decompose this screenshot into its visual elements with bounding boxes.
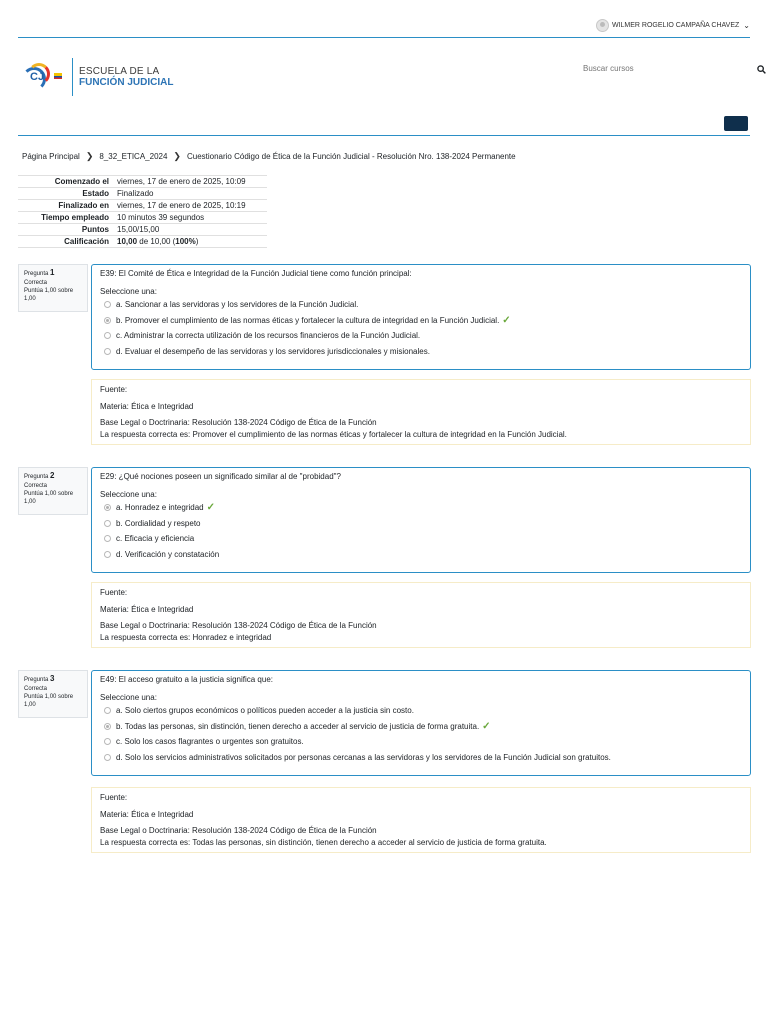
top-navbar <box>18 0 750 38</box>
radio-button[interactable] <box>104 551 111 558</box>
chevron-right-icon: ❯ <box>173 151 181 161</box>
question-grade: Puntúa 1,00 sobre 1,00 <box>24 693 74 708</box>
site-header <box>18 38 750 136</box>
menu-button[interactable] <box>724 116 748 131</box>
question-grade: Puntúa 1,00 sobre 1,00 <box>24 490 74 505</box>
answer-option: c. Solo los casos flagrantes o urgentes son gratuitos. <box>100 734 742 750</box>
question-feedback: Fuente: Materia: Ética e Integridad Base Legal o Doctrinaria: Resolución 138-2024 Código de Ética de la Función La respuesta correcta es: Promover el cumplimiento de las normas éticas y fortalecer la cultura de integridad en la Función Judicial. <box>91 379 751 445</box>
radio-button[interactable] <box>104 301 111 308</box>
user-avatar-icon <box>596 19 609 32</box>
chevron-right-icon: ❯ <box>85 151 94 161</box>
logo-text-line1: ESCUELA DE LA <box>79 66 160 77</box>
question-info: Pregunta 3 Correcta Puntúa 1,00 sobre 1,00 <box>18 670 88 718</box>
marks: 15,00/15,00 <box>113 224 267 236</box>
breadcrumb-course[interactable]: 8_32_ETICA_2024 <box>99 152 168 161</box>
time-taken: 10 minutos 39 segundos <box>113 212 267 224</box>
answer-option: b. Todas las personas, sin distinción, tienen derecho a acceder al servicio de justicia de forma gratuita. ✓ <box>100 719 742 735</box>
question-content: E29: ¿Qué nociones poseen un significado similar al de "probidad"? Seleccione una: a. Honradez e integridad ✓ b. Cordialidad y respeto c. Eficacia y eficiencia d. Verificación y constatación <box>91 467 751 573</box>
user-menu[interactable] <box>596 19 750 32</box>
radio-button[interactable] <box>104 332 111 339</box>
started-on: viernes, 17 de enero de 2025, 10:09 <box>113 176 267 188</box>
site-logo[interactable] <box>20 58 173 96</box>
question-feedback: Fuente: Materia: Ética e Integridad Base Legal o Doctrinaria: Resolución 138-2024 Código de Ética de la Función La respuesta correcta es: Honradez e integridad <box>91 582 751 648</box>
question-content: E39: El Comité de Ética e Integridad de la Función Judicial tiene como función principal: Seleccione una: a. Sancionar a las servidoras y los servidores de la Función Judicial. b. Promover el cumplimiento de las normas éticas y fortalecer la cultura de integridad en la Función Judicial. ✓ c. Administrar la correcta utilización de los recursos financieros de la Función Judicial. d. Evaluar el desempeño de las servidoras y los servidores jurisdiccionales y misionales. <box>91 264 751 370</box>
radio-button[interactable] <box>104 535 111 542</box>
question-text: E29: ¿Qué nociones poseen un significado similar al de "probidad"? <box>100 472 341 481</box>
radio-button[interactable] <box>104 707 111 714</box>
answer-option: b. Cordialidad y respeto <box>100 516 742 532</box>
answer-option: c. Eficacia y eficiencia <box>100 531 742 547</box>
answer-option: d. Evaluar el desempeño de las servidoras y los servidores jurisdiccionales y misionales. <box>100 344 742 360</box>
logo-text-line2: FUNCIÓN JUDICIAL <box>79 77 174 88</box>
radio-button[interactable] <box>104 754 111 761</box>
question-text: E49: El acceso gratuito a la justicia significa que: <box>100 675 273 684</box>
breadcrumb-home[interactable]: Página Principal <box>22 152 80 161</box>
check-icon: ✓ <box>206 502 216 514</box>
question-text: E39: El Comité de Ética e Integridad de la Función Judicial tiene como función principal: <box>100 269 412 278</box>
answer-option: b. Promover el cumplimiento de las normas éticas y fortalecer la cultura de integridad en la Función Judicial. ✓ <box>100 313 742 329</box>
breadcrumb <box>22 151 516 162</box>
question-state: Correcta <box>24 685 48 692</box>
answer-option: a. Solo ciertos grupos económicos o políticos pueden acceder a la justicia sin costo. <box>100 703 742 719</box>
breadcrumb-quiz[interactable]: Cuestionario Código de Ética de la Función Judicial - Resolución Nro. 138-2024 Permanente <box>186 152 516 161</box>
answer-option: d. Solo los servicios administrativos solicitados por personas cercanas a las servidoras y los servidores de la Función Judicial son gratuitos. <box>100 750 742 766</box>
answer-option: c. Administrar la correcta utilización de los recursos financieros de la Función Judicial. <box>100 328 742 344</box>
question-feedback: Fuente: Materia: Ética e Integridad Base Legal o Doctrinaria: Resolución 138-2024 Código de Ética de la Función La respuesta correcta es: Todas las personas, sin distinción, tienen derecho a acceder al servicio de justicia de forma gratuita. <box>91 787 751 853</box>
check-icon: ✓ <box>502 314 511 326</box>
state: Finalizado <box>113 188 267 200</box>
answer-option: a. Sancionar a las servidoras y los servidores de la Función Judicial. <box>100 297 742 313</box>
question-grade: Puntúa 1,00 sobre 1,00 <box>24 287 74 302</box>
radio-button[interactable] <box>104 348 111 355</box>
search-icon[interactable] <box>757 65 766 76</box>
question-info: Pregunta 2 Correcta Puntúa 1,00 sobre 1,00 <box>18 467 88 515</box>
answer-option: a. Honradez e integridad ✓ <box>100 500 742 516</box>
question-info: Pregunta 1 Correcta Puntúa 1,00 sobre 1,00 <box>18 264 88 312</box>
logo-mark-icon: CJ <box>20 59 64 95</box>
radio-button[interactable] <box>104 738 111 745</box>
course-search <box>563 64 768 78</box>
question-state: Correcta <box>24 279 48 286</box>
radio-button[interactable] <box>104 723 111 730</box>
question-content: E49: El acceso gratuito a la justicia significa que: Seleccione una: a. Solo ciertos grupos económicos o políticos pueden acceder a la justicia sin costo. b. Todas las personas, sin distinción, tienen derecho a acceder al servicio de justicia de forma gratuita. ✓ c. Solo los casos flagrantes o urgentes son gratuitos. d. Solo los servicios administrativos solicitados por personas cercanas a las servidoras y los servidores de la Función Judicial son gratuitos. <box>91 670 751 776</box>
radio-button[interactable] <box>104 520 111 527</box>
grade: 10,00 de 10,00 (100%) <box>113 236 267 248</box>
user-name: WILMER ROGELIO CAMPAÑA CHAVEZ <box>611 22 740 29</box>
completed-on: viernes, 17 de enero de 2025, 10:19 <box>113 200 267 212</box>
attempt-summary: Comenzado el viernes, 17 de enero de 2025, 10:09 Estado Finalizado Finalizado en viernes, 17 de enero de 2025, 10:19 Tiempo empleado 10 minutos 39 segundos Puntos 15,00/15,00 Calificación 10,00 de 10,00 (100%) <box>18 175 267 248</box>
answer-option: d. Verificación y constatación <box>100 547 742 563</box>
search-input[interactable] <box>563 64 733 73</box>
check-icon: ✓ <box>482 720 491 732</box>
radio-button[interactable] <box>104 317 111 324</box>
chevron-down-icon: ⌄ <box>743 21 750 30</box>
radio-button[interactable] <box>104 504 111 511</box>
question-state: Correcta <box>24 482 48 489</box>
